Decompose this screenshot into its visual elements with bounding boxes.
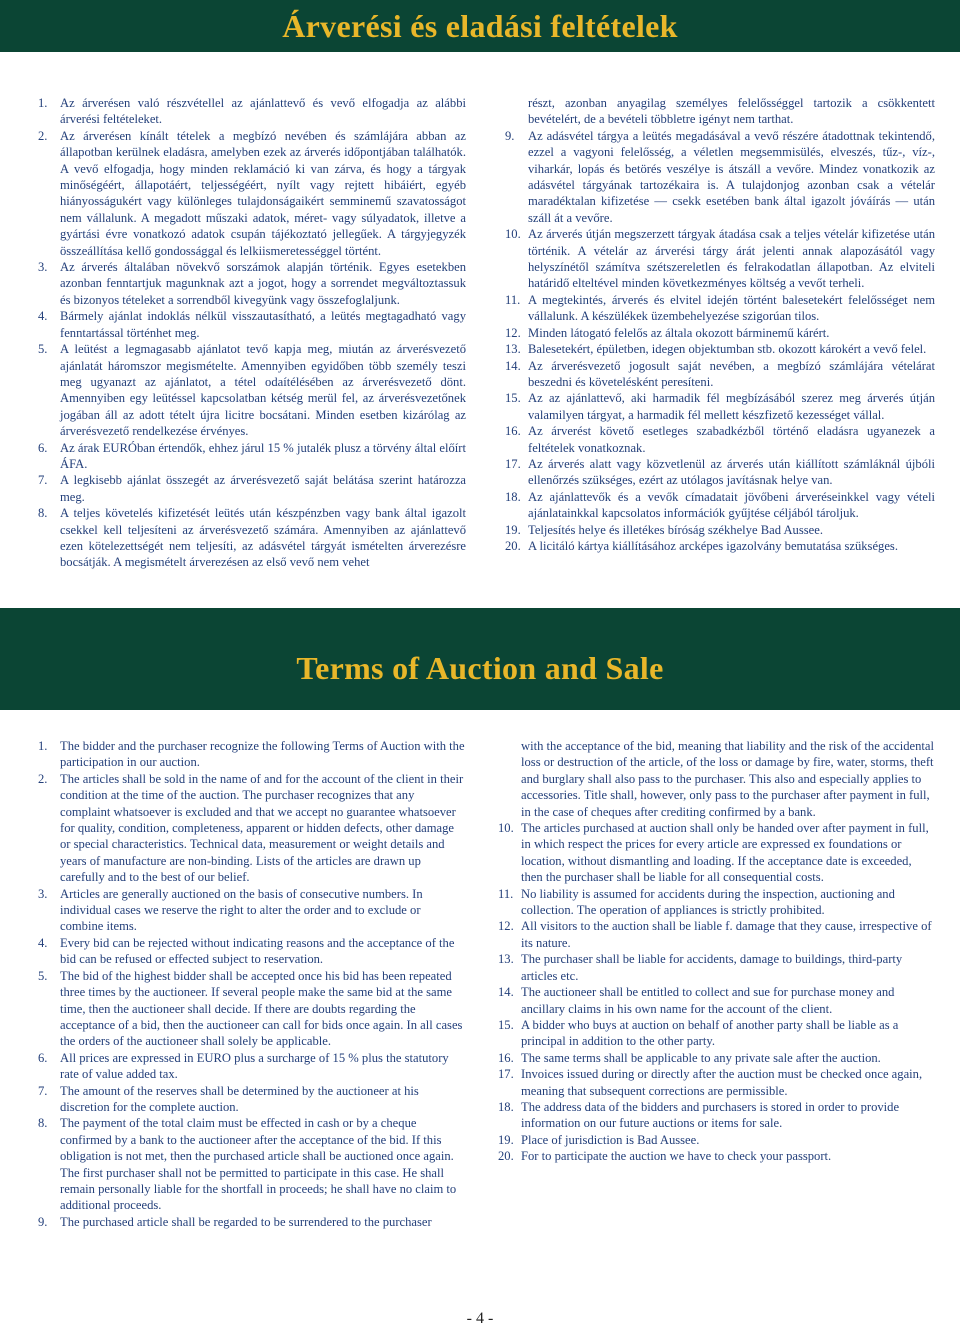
term-text: The payment of the total claim must be effected in cash or by a cheque confirmed by a bank to the auctioneer after the acceptance of the bid. If this obligation is not met, then the purchased article shall be auctioned once again. The first purchaser shall not be permitted to participate in this case. He shall remain personally liable for the shortfall in proceeds; he shall have no claim to additional proceeds. [60, 1116, 457, 1213]
hungarian-term-item [505, 358, 935, 391]
term-text: Az árverésen kínált tételek a megbízó nevében és számlájára abban az állapotban kerülnek eladásra, amelyben ezek az árverés időpontjában találhatók. A vevő elfogadja, hogy minden reklamáció ki van zárva, és hogy a tárgyak minőségéért, állapotáért, teljességéért, nyílt vagy rejtett hibáiért, egyéb hiányosságukért vagy különleges tulajdonságaikért semminemű szavatosságot nem vállalunk. A megadott műszaki adatok, méret- vagy súlyadatok, illetve a gyártási évre vonatkozó adatok csupán tájékoztató jellegűek. A tárgyjegyzék összeállítása kellő gondossággal és lelkiismeretességgel történt. [60, 128, 466, 258]
term-number: 19. [505, 522, 521, 537]
hungarian-terms-list-left [38, 95, 466, 571]
english-term-item [38, 771, 466, 886]
term-text: All prices are expressed in EURO plus a surcharge of 15 % plus the statutory rate of value added tax. [60, 1050, 449, 1082]
term-text: For to participate the auction we have to check your passport. [521, 1149, 832, 1164]
term-number: 1. [38, 739, 48, 753]
term-text: All visitors to the auction shall be liable f. damage that they cause, irrespective of its nature. [521, 919, 932, 950]
english-term-item [38, 968, 466, 1050]
hungarian-term-item [505, 522, 935, 538]
english-terms-left-column [38, 738, 466, 1230]
term-number: 3. [38, 886, 48, 901]
english-term-item [498, 918, 934, 951]
term-number: 17. [505, 456, 521, 471]
hungarian-term-item [505, 423, 935, 456]
hungarian-term-item [38, 308, 466, 341]
term-number: 1. [38, 96, 48, 110]
english-term-item [38, 886, 466, 935]
english-term-item [498, 1050, 934, 1066]
term-number: 14. [505, 358, 521, 373]
term-text: A megtekintés, árverés és elvitel idején történt balesetekért felelősséget nem vállalunk. A készülékek üzembehelyezése szigorúan tilos. [528, 292, 935, 324]
term-text: Az árverés útján megszerzett tárgyak átadása csak a teljes vételár kifizetése után történik. A vételár az árverési tárgy árát jelenti annak alapozásától vagy helyszínétől számítva szétszereletlen és felrakodatlan állapotban. Az elviteli határidő elteltével minden következményes költség a vevőt terheli. [528, 227, 935, 291]
term-text: Place of jurisdiction is Bad Aussee. [521, 1132, 700, 1147]
english-title-banner [0, 608, 960, 710]
hungarian-term-item [505, 456, 935, 489]
term-number: 10. [505, 227, 521, 242]
term-number: 4. [38, 935, 48, 950]
hungarian-term-item [38, 259, 466, 308]
term-text: Minden látogató felelős az általa okozott bárminemű kárért. [528, 325, 830, 340]
term-text: Az adásvétel tárgya a leütés megadásával a vevő részére átadottnak tekintendő, ezzel a vagyoni felelősség, a véletlen megsemmisülés, elveszés, tűz-, víz-, viharkár, lopás és betörés veszélye is átszáll a vevőre. Mindez vonatkozik az adásvétel tárgyának tartozékaira is. A tulajdonjog azonban csak a vételár maradéktalan kifizetése — csekk esetében bank által igazolt jóváírás — után száll át a vevőre. [528, 128, 935, 225]
hungarian-term-item [505, 128, 935, 226]
term-text: No liability is assumed for accidents during the inspection, auctioning and collection. The operation of appliances is strictly prohibited. [521, 886, 895, 918]
term-text: A licitáló kártya kiállításához arcképes igazolvány bemutatása szükséges. [528, 538, 898, 553]
term-text: A bidder who buys at auction on behalf of another party shall be liable as a principal in addition to the other party. [521, 1017, 899, 1049]
term-text: The address data of the bidders and purchasers is stored in order to provide information on our future auctions or items for sale. [521, 1099, 900, 1131]
english-term-item [498, 1017, 934, 1050]
term-text: Invoices issued during or directly after the auction must be checked once again, meaning that subsequent corrections are permissible. [521, 1067, 923, 1098]
english-title: Terms of Auction and Sale [296, 649, 664, 686]
term-number: 20. [505, 538, 521, 553]
term-text: Teljesítés helye és illetékes bíróság székhelye Bad Aussee. [528, 522, 823, 537]
english-term-item [498, 1099, 934, 1132]
english-term-item [498, 951, 934, 984]
hungarian-title: Árverési és eladási feltételek [282, 7, 678, 44]
term-text: Az árak EURÓban értendők, ehhez járul 15 % jutalék plusz a törvény által előírt ÁFA. [60, 440, 466, 471]
hungarian-term-item [505, 292, 935, 325]
hungarian-terms-right-column [505, 95, 935, 554]
hungarian-term-item [38, 341, 466, 439]
term-text: Az árverés alatt vagy közvetlenül az árverés után kiállított számláknál újbóli ellenőrzés szükséges, ezért az utólagos javításnak helye van. [528, 456, 935, 488]
english-term-item [498, 886, 934, 919]
term-text: A legkisebb ajánlat összegét az árverésvezető saját belátása szerint határozza meg. [60, 473, 466, 504]
term-number: 7. [38, 1083, 48, 1098]
term-number: 8. [38, 506, 48, 521]
english-term-item [498, 1066, 934, 1099]
term-number: 9. [505, 128, 515, 143]
term-text: The bid of the highest bidder shall be accepted once his bid has been repeated three times by the auctioneer. If several people make the same bid at the same time, then the auctioneer shall decide. If there are doubts regarding the acceptance of a bid, then the auctioneer can call for bids once again. In all cases the orders of the auctioneer shall solely be applicable. [60, 968, 463, 1049]
term-text: Az az ajánlattevő, aki harmadik fél megbízásából szerez meg árverés útján valamilyen tárgyat, a harmadik fél mellett készfizető kezességet vállal. [528, 391, 935, 422]
term-number: 5. [38, 342, 48, 357]
hungarian-term-item [38, 95, 466, 128]
term-text: A teljes követelés kifizetését leütés után készpénzben vagy bank által igazolt csekkel kell teljesíteni az árverésvezető számára. Amennyiben az ajánlattevő ezen kötelezettségét nem teljesíti, az adásvétel tárgyát ismételten árverezésre bocsátják. A megismételt árverezésen az első vevő nem vehet [60, 506, 466, 570]
hungarian-term-item [38, 440, 466, 473]
term-text: Az árverésvezető jogosult saját nevében, a megbízó számlájára vételárat beszedni és követelésként peresíteni. [528, 358, 935, 389]
term-number: 13. [498, 952, 514, 967]
english-term-item [38, 1050, 466, 1083]
english-term-item [38, 738, 466, 771]
term-number: 10. [498, 821, 514, 836]
term-text: The articles purchased at auction shall only be handed over after payment in full, in which respect the prices for every article are expressed ex foundations or location, without dismantling and loading. If the acceptance date is exceeded, then the purchaser shall be liable for all consequential costs. [521, 821, 929, 885]
term-number: 5. [38, 968, 48, 983]
term-number: 20. [498, 1149, 514, 1164]
english-term-item [38, 1083, 466, 1116]
english-terms-list-right [498, 738, 934, 1165]
term-number: 16. [498, 1050, 514, 1065]
term-text: Az ajánlattevők és a vevők címadatait jövőbeni árveréseinkkel vagy vételi ajánlatainkkal kapcsolatos információk gyűjtése céljából tároljuk. [528, 489, 935, 521]
term-text: Az árverés általában növekvő sorszámok alapján történik. Egyes esetekben azonban fenntartjuk magunknak azt a jogot, hogy a sorrendet megváltoztassuk és bizonyos tételeket a sorrendből kivegyünk vagy összefoglaljunk. [60, 260, 466, 307]
english-term-item [38, 1115, 466, 1213]
hungarian-term-item [505, 390, 935, 423]
english-term-item [38, 1214, 466, 1230]
term-text: Balesetekért, épületben, idegen objektumban stb. okozott károkért a vevő felel. [528, 342, 927, 357]
term-text: The amount of the reserves shall be determined by the auctioneer at his discretion for the complete auction. [60, 1083, 419, 1114]
term-number: 12. [498, 919, 514, 934]
english-term-item [498, 820, 934, 886]
term-number: 6. [38, 1050, 48, 1065]
english-terms-right-column [498, 738, 934, 1165]
page-number: - 4 - [466, 1310, 494, 1327]
term-number: 2. [38, 771, 48, 786]
hungarian-term-item [505, 538, 935, 554]
english-terms-list-left [38, 738, 466, 1230]
term-text: Articles are generally auctioned on the basis of consecutive numbers. In individual cases we reserve the right to alter the order and to exclude or combine items. [60, 886, 423, 934]
term-text: The auctioneer shall be entitled to collect and sue for purchase money and ancillary claims in his own name for the account of the client. [521, 985, 895, 1016]
term-text: The articles shall be sold in the name of and for the account of the client in their condition at the time of the auction. The purchaser recognizes that any complaint whatsoever is excluded and that we accept no guarantee whatsoever for quality, condition, completeness, apparent or hidden defects, other damage or special characteristics. Technical data, measurement or weight details and years of manufacture are non-binding. Lists of the articles are drawn up carefully and to the best of our belief. [60, 771, 464, 885]
english-term-item [38, 935, 466, 968]
hungarian-title-banner [0, 0, 960, 52]
hungarian-term-item [38, 472, 466, 505]
term-number: 4. [38, 309, 48, 324]
hungarian-terms-left-column [38, 95, 466, 571]
term-text: The purchaser shall be liable for accidents, damage to buildings, third-party articles etc. [521, 952, 903, 983]
term-text: A leütést a legmagasabb ajánlatot tevő kapja meg, miután az árverésvezető ajánlatát háromszor megismételte. Amennyiben egyidőben több személy teszi meg ugyanazt az ajánlatot, a tétel odaítélésében az árverésvezető dönt. Amennyiben egy leütéssel kapcsolatban kétség merül fel, az árverésvezetőnek jogában áll az adott tételt újra licitre bocsátani. Minden esetben kizárólag az árverésvezető rendelkezése érvényes. [60, 342, 466, 439]
hungarian-item-8-continuation: részt, azonban anyagilag személyes felelősséggel tartozik a csökkentett bevételért, de a bevételi többletre igényt nem tarthat. [528, 96, 935, 127]
term-number: 9. [38, 1214, 48, 1229]
term-number: 15. [505, 391, 521, 406]
hungarian-term-item [505, 226, 935, 292]
english-term-item [498, 984, 934, 1017]
hungarian-term-item [38, 128, 466, 259]
term-text: The bidder and the purchaser recognize the following Terms of Auction with the participation in our auction. [60, 739, 465, 770]
term-number: 7. [38, 473, 48, 488]
term-number: 11. [498, 886, 514, 901]
hungarian-term-item [38, 505, 466, 571]
term-number: 3. [38, 260, 48, 275]
term-text: The purchased article shall be regarded to be surrendered to the purchaser [60, 1214, 432, 1229]
term-number: 6. [38, 440, 48, 455]
term-number: 17. [498, 1067, 514, 1082]
term-text: Bármely ajánlat indoklás nélkül visszautasítható, a leütés megtagadható vagy fenntartással történhet meg. [60, 309, 466, 340]
term-text: Az árverésen való részvétellel az ajánlattevő és vevő elfogadja az alábbi árverési feltételeket. [60, 96, 466, 127]
term-text: Az árverést követő esetleges szabadkézből történő eladásra ugyanezek a feltételek vonatkoznak. [528, 424, 935, 455]
term-number: 2. [38, 128, 48, 143]
term-number: 18. [505, 489, 521, 504]
term-number: 13. [505, 342, 521, 357]
term-number: 11. [505, 292, 521, 307]
term-text: Every bid can be rejected without indicating reasons and the acceptance of the bid can be refused or effected subject to reservation. [60, 935, 455, 967]
term-number: 19. [498, 1132, 514, 1147]
hungarian-term-item [505, 341, 935, 357]
term-number: 15. [498, 1017, 514, 1032]
term-number: 18. [498, 1099, 514, 1114]
term-text: The same terms shall be applicable to any private sale after the auction. [521, 1050, 881, 1065]
term-number: 12. [505, 325, 521, 340]
english-term-item [498, 1132, 934, 1148]
english-term-item [498, 1148, 934, 1164]
hungarian-terms-list-right [505, 95, 935, 554]
english-item-9-continuation: with the acceptance of the bid, meaning that liability and the risk of the accidental loss or destruction of the article, of the loss or damage by fire, water, storms, theft and burglary shall also pass to the purchaser. This also and especially applies to accessories. Title shall, however, only pass to the purchaser after payment in full, in the case of cheques after crediting confirmed by a bank. [521, 739, 934, 819]
term-number: 16. [505, 424, 521, 439]
term-number: 14. [498, 985, 514, 1000]
term-number: 8. [38, 1116, 48, 1131]
hungarian-term-item [505, 325, 935, 341]
hungarian-term-item [505, 489, 935, 522]
